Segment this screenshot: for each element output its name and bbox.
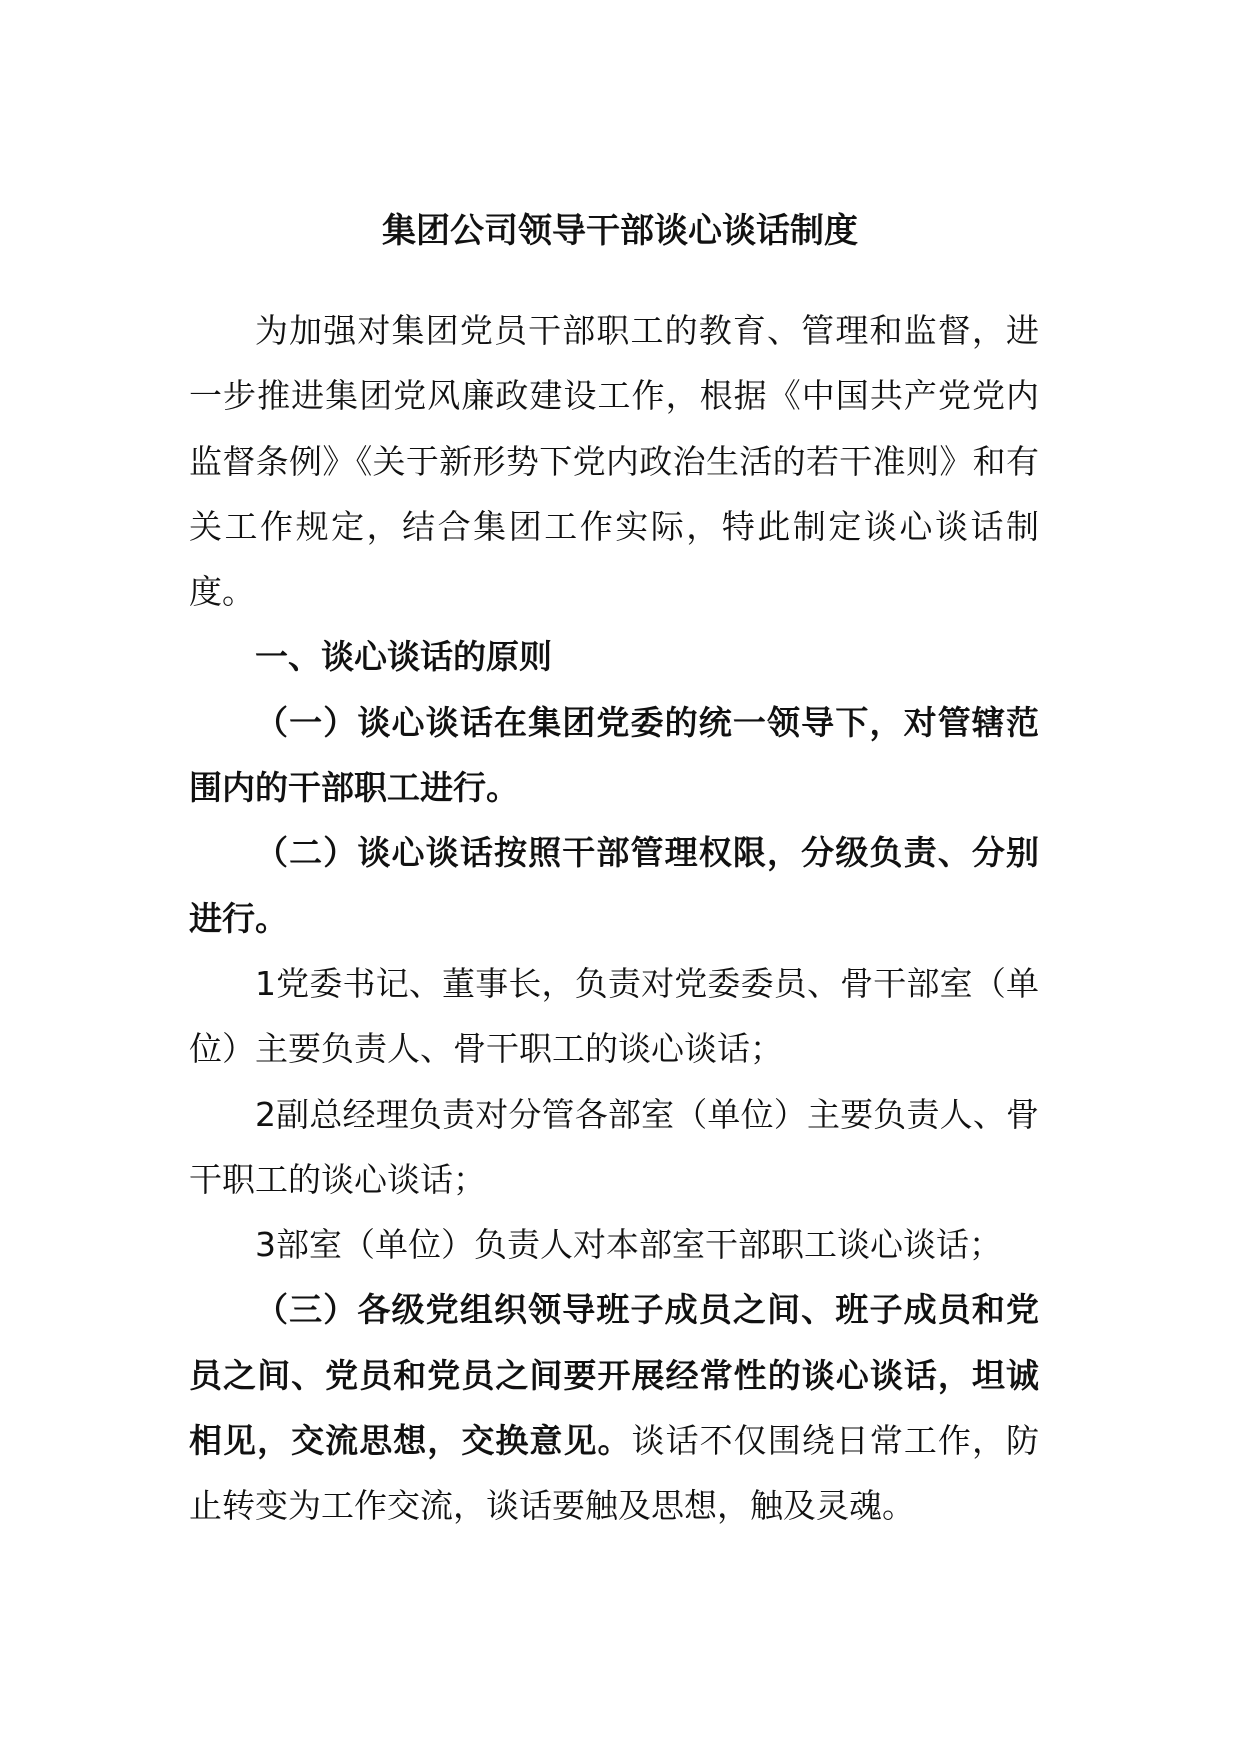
paragraph	[189, 1212, 1039, 1277]
paragraph	[189, 690, 1039, 821]
paragraph	[189, 1277, 1039, 1538]
text: 2副总经理负责对分管各部室（单位）主要负责人、骨干职工的谈心谈话；	[189, 1094, 1039, 1199]
paragraph	[189, 1082, 1039, 1213]
bold-text: （二）谈心谈话按照干部管理权限，分级负责、分别进行。	[189, 833, 1039, 938]
bold-text: （一）谈心谈话在集团党委的统一领导下，对管辖范围内的干部职工进行。	[189, 702, 1039, 808]
text: 为加强对集团党员干部职工的教育、管理和监督，进一步推进集团党风廉政建设工作，根据《中国共产党党内监督条例》《关于新形势下党内政治生活的若干准则》和有关工作规定，结合集团工作实际，特此制定谈心谈话制度。	[189, 311, 1039, 612]
text: 谈话不仅围绕日常工作，防止转变为工作交流，谈话要触及思想，触及灵魂。	[189, 1421, 1040, 1526]
document-title: 集团公司领导干部谈心谈话制度	[382, 211, 858, 251]
bold-text: （三）各级党组织领导班子成员之间、班子成员和党员之间、党员和党员之间要开展经常性的谈心谈话，坦诚相见，交流思想，交换意见。	[189, 1290, 1039, 1461]
text: 1党委书记、董事长，负责对党委委员、骨干部室（单位）主要负责人、骨干职工的谈心谈话；	[189, 963, 1039, 1069]
paragraph	[189, 820, 1039, 951]
paragraph	[189, 298, 1039, 624]
paragraph	[189, 624, 1039, 689]
bold-text: 一、谈心谈话的原则	[255, 637, 552, 677]
paragraph	[189, 951, 1039, 1082]
text: 3部室（单位）负责人对本部室干部职工谈心谈话；	[255, 1225, 1002, 1265]
document-body	[189, 298, 1039, 1539]
